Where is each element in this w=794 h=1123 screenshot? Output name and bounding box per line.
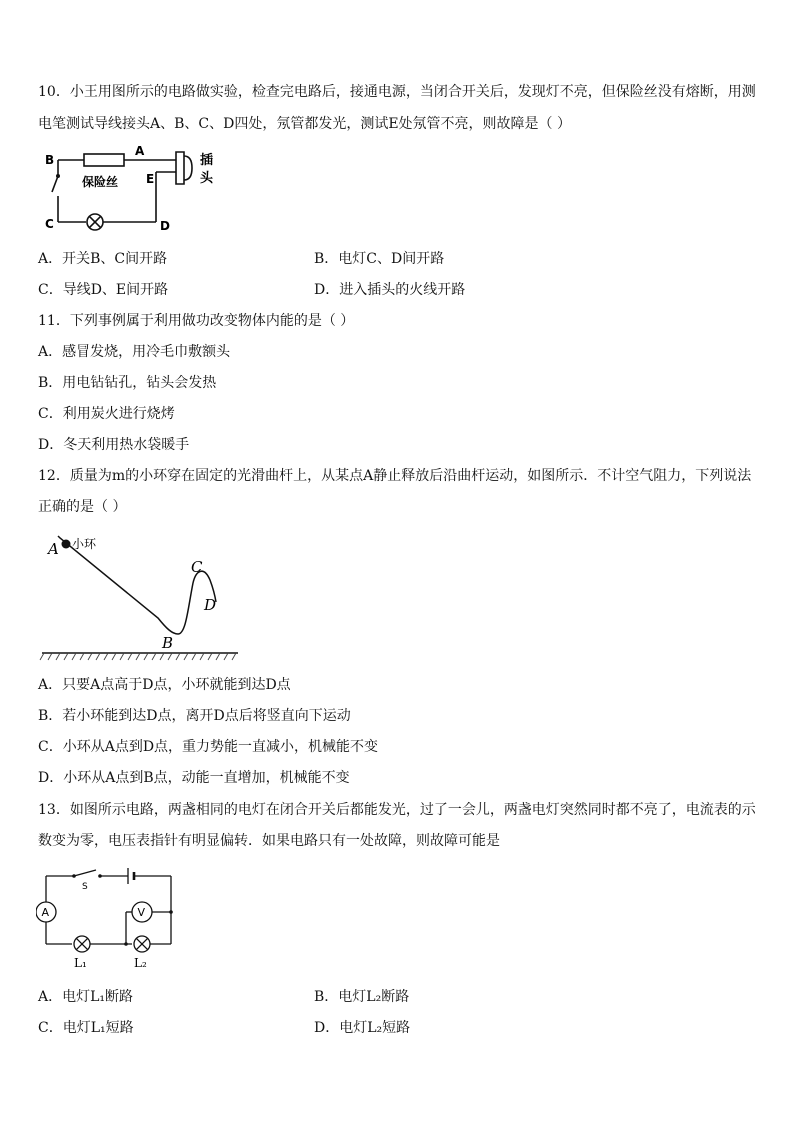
q13-option-a: A．电灯L₁断路	[38, 989, 134, 1005]
q13-stem-line1: 13．如图所示电路，两盏相同的电灯在闭合开关后都能发光，过了一会儿，两盏电灯突然同时都不亮了，电流表的示	[38, 802, 756, 818]
q13-label-L1: L₁	[74, 956, 87, 970]
q11-option-d: D．冬天利用热水袋暖手	[38, 437, 190, 453]
q13-circuit-figure	[36, 864, 186, 974]
q12-label-A: A	[48, 540, 59, 558]
q13-label-A: A	[41, 906, 50, 919]
q13-option-d: D．电灯L₂短路	[314, 1020, 411, 1036]
q10-circuit-figure	[40, 140, 230, 240]
ring-icon	[62, 540, 71, 549]
q12-curved-rod-figure	[38, 528, 248, 663]
q10-option-c: C．导线D、E间开路	[38, 282, 169, 298]
q12-label-D: D	[204, 596, 217, 614]
q11-stem: 11．下列事例属于利用做功改变物体内能的是（ ）	[38, 313, 355, 329]
q12-option-c: C．小环从A点到D点，重力势能一直减小，机械能不变	[38, 739, 379, 755]
q10-option-a: A．开关B、C间开路	[38, 251, 168, 267]
q10-label-A: A	[135, 144, 145, 158]
q12-label-B: B	[162, 634, 174, 652]
q10-label-plug1: 插	[200, 153, 214, 168]
q12-option-d: D．小环从A点到B点，动能一直增加，机械能不变	[38, 770, 350, 786]
q10-label-D: D	[160, 219, 170, 233]
q12-label-ring: 小环	[72, 537, 97, 551]
q10-stem-line1: 10．小王用图所示的电路做实验，检查完电路后，接通电源，当闭合开关后，发现灯不亮，但保险丝没有熔断，用测	[38, 84, 756, 100]
q13-label-L2: L₂	[134, 956, 147, 970]
q11-option-b: B．用电钻钻孔，钻头会发热	[38, 375, 217, 391]
q10-label-C: C	[45, 217, 54, 231]
q10-stem-line2: 电笔测试导线接头A、B、C、D四处，氖管都发光，测试E处氖管不亮，则故障是（ ）	[38, 116, 572, 132]
q10-label-plug2: 头	[200, 171, 214, 186]
q12-option-a: A．只要A点高于D点，小环就能到达D点	[38, 677, 291, 693]
q12-stem-line2: 正确的是（ ）	[38, 499, 127, 515]
q13-label-S: S	[82, 882, 88, 892]
q12-option-b: B．若小环能到达D点，离开D点后将竖直向下运动	[38, 708, 351, 724]
q12-stem-line1: 12．质量为m的小环穿在固定的光滑曲杆上，从某点A静止释放后沿曲杆运动，如图所示．不计空气阻力，下列说法	[38, 468, 752, 484]
q11-option-c: C．利用炭火进行烧烤	[38, 406, 175, 422]
q12-label-C: C	[191, 558, 203, 576]
q10-label-fuse: 保险丝	[82, 175, 119, 189]
q10-label-B: B	[45, 153, 55, 167]
q13-stem-line2: 数变为零，电压表指针有明显偏转．如果电路只有一处故障，则故障可能是	[38, 833, 500, 849]
q11-option-a: A．感冒发烧，用冷毛巾敷额头	[38, 344, 231, 360]
q10-option-d: D．进入插头的火线开路	[314, 282, 466, 298]
q10-option-b: B．电灯C、D间开路	[314, 251, 445, 267]
q13-option-c: C．电灯L₁短路	[38, 1020, 134, 1036]
q13-option-b: B．电灯L₂断路	[314, 989, 410, 1005]
q10-label-E: E	[146, 172, 155, 186]
q13-label-V: V	[137, 906, 146, 919]
